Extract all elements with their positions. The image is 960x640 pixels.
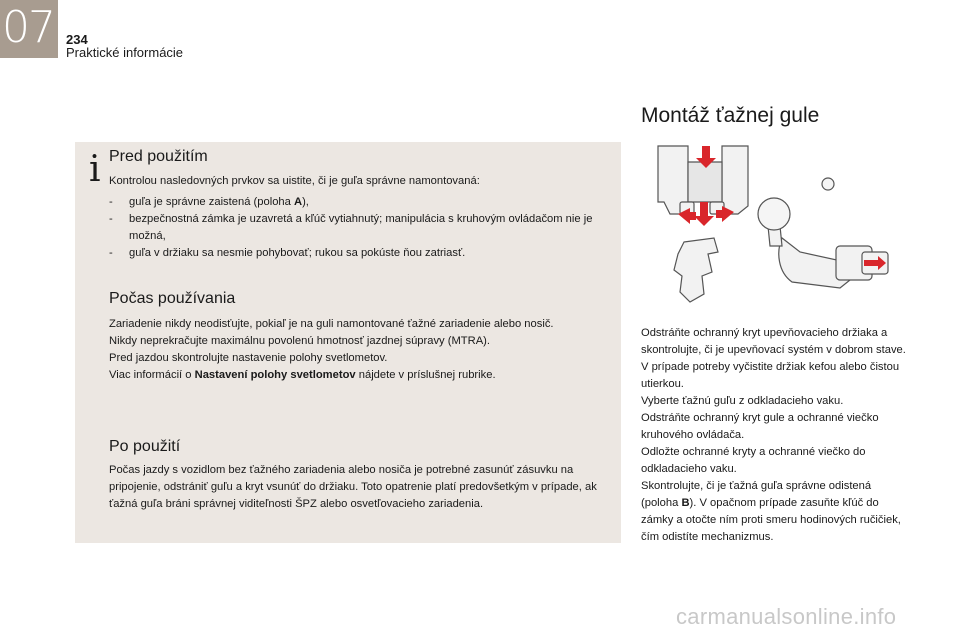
info-box [75,142,621,543]
info-icon: i [89,149,101,190]
during-use-title: Počas používania [109,290,236,307]
list-item: - bezpečnostná zámka je uzavretá a kľúč vytiahnutý; manipulácia s kruhovým ovládačom nie je možná, [109,211,609,245]
mounting-title: Montáž ťažnej gule [641,104,820,127]
chapter-tab [0,0,58,58]
section-title: Praktické informácie [66,45,184,60]
mounting-instructions: Odstráňte ochranný kryt upevňovacieho držiaka a skontrolujte, či je upevňovací systém v dobrom stave. V prípade potreby vyčistite držiak kefou alebo čistou utierkou. Vyberte ťažnú guľu z odkladacieho vaku. Odstráňte ochranný kryt gule a ochranné viečko kruhového ovládača. Odložte ochranné kryty a ochranné viečko do odkladacieho vaku. Skontrolujte, či je ťažná guľa správne odistená (poloha B). V opačnom prípade zasuňte kľúč do zámky a otočte ním proti smeru hodinových ručičiek, čím odistíte mechanizmus. [641,327,906,543]
after-use-text: Počas jazdy s vozidlom bez ťažného zariadenia alebo nosiča je potrebné zasunúť zásuvku na pripojenie, odstrániť guľu a kryt vsunúť do držiaku. Toto opatrenie platí predovšetkým v prípade, ak ťažná guľa bráni správnej viditeľnosti ŠPZ alebo osvetľovacieho zariadenia. [109,464,597,510]
chapter-number: 07 [2,2,54,53]
tow-ball-illustration [650,142,900,312]
before-use-list [109,194,609,262]
list-item: - guľa v držiaku sa nesmie pohybovať; rukou sa pokúste ňou zatriasť. [109,245,609,262]
list-item: - guľa je správne zaistená (poloha A), [109,194,609,211]
before-use-intro: Kontrolou nasledovných prvkov sa uistite, či je guľa správne namontovaná: [109,175,480,187]
after-use-title: Po použití [109,438,181,455]
page-number: 234 [66,32,88,47]
during-use-text: Zariadenie nikdy neodisťujte, pokiaľ je na guli namontované ťažné zariadenie alebo nosič. Nikdy neprekračujte maximálnu povolenú hmotnosť jazdnej súpravy (MTRA). Pred jazdou skontrolujte nastavenie polohy svetlometov. Viac informácií o Nastavení polohy svetlometov nájdete v príslušnej rubrike. [109,318,554,381]
before-use-title: Pred použitím [109,148,208,165]
watermark: carmanualsonline.info [676,604,897,629]
